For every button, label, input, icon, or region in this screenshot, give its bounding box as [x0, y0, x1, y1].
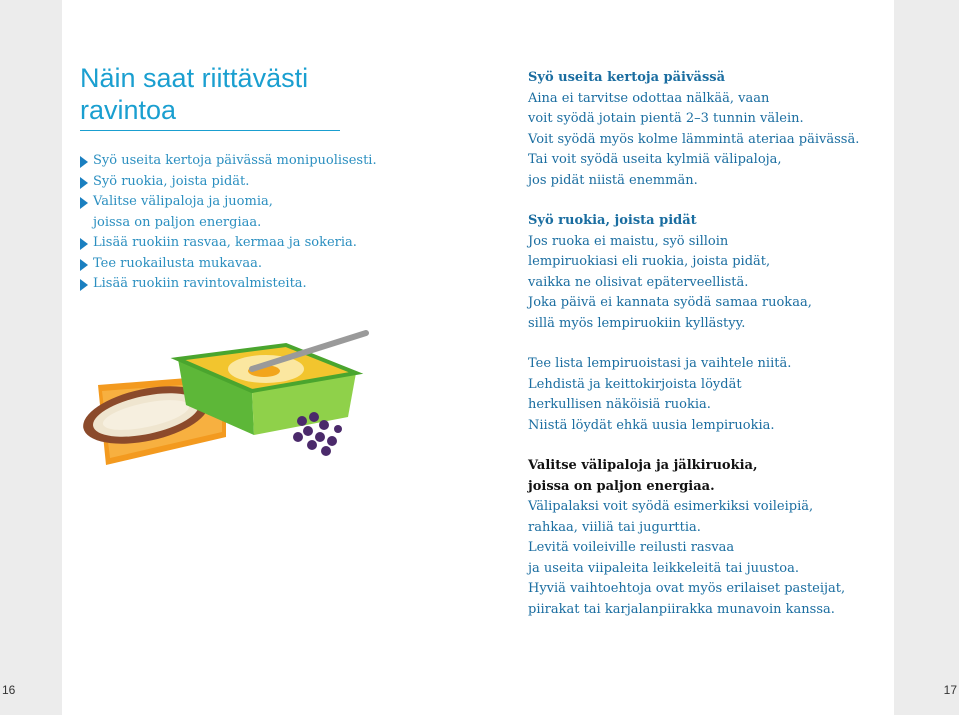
page-number-left: 16 — [2, 683, 16, 697]
text-line: Tai voit syödä useita kylmiä välipaloja, — [528, 152, 782, 167]
title-underline — [80, 130, 340, 131]
section-heading: Syö ruokia, joista pidät — [528, 213, 697, 228]
list-item: Syö ruokia, joista pidät. — [80, 172, 377, 193]
list-item: Lisää ruokiin ravintovalmisteita. — [80, 274, 377, 295]
section-heading: Syö useita kertoja päivässä — [528, 70, 726, 85]
text-line: lempiruokiasi eli ruokia, joista pidät, — [528, 254, 771, 269]
list-item: Valitse välipaloja ja juomia, joissa on paljon energiaa. — [80, 192, 377, 233]
section-favorite-foods — [528, 211, 888, 334]
text-line: rahkaa, viiliä tai jugurttia. — [528, 519, 701, 535]
page-title: Näin saat riittävästi ravintoa — [80, 63, 309, 125]
text-line: Välipalaksi voit syödä esimerkiksi voileipiä, — [528, 499, 814, 514]
page-number-right: 17 — [943, 683, 957, 697]
section-snacks — [528, 456, 888, 620]
text-line: Hyviä vaihtoehtoja ovat myös erilaiset pasteijat, — [528, 581, 846, 596]
triangle-bullet-icon — [80, 259, 88, 271]
text-line: jos pidät niistä enemmän. — [528, 172, 698, 188]
text-line: ja useita viipaleita leikkeleitä tai juustoa. — [528, 560, 799, 576]
list-item: Lisää ruokiin rasvaa, kermaa ja sokeria. — [80, 233, 377, 254]
triangle-bullet-icon — [80, 156, 88, 168]
text-line: sillä myös lempiruokiin kyllästyy. — [528, 315, 746, 331]
list-item: Tee ruokailusta mukavaa. — [80, 254, 377, 275]
text-line: Levitä voileiville reilusti rasvaa — [528, 540, 735, 555]
right-text-column — [528, 68, 888, 640]
text-line: piirakat tai karjalanpiirakka munavoin kanssa. — [528, 601, 835, 617]
section-heading: Valitse välipaloja ja jälkiruokia, joissa on paljon energiaa. — [528, 458, 758, 494]
triangle-bullet-icon — [80, 238, 88, 250]
text-line: voit syödä jotain pientä 2–3 tunnin välein. — [528, 111, 804, 126]
text-line: Aina ei tarvitse odottaa nälkää, vaan — [528, 90, 770, 106]
list-item: Syö useita kertoja päivässä monipuolisesti. — [80, 151, 377, 172]
text-line: Lehdistä ja keittokirjoista löydät — [528, 376, 742, 392]
triangle-bullet-icon — [80, 177, 88, 189]
section-favorite-list — [528, 354, 888, 436]
text-line: Voit syödä myös kolme lämmintä ateriaa päivässä. — [528, 131, 860, 147]
text-line: Niistä löydät ehkä uusia lempiruokia. — [528, 417, 775, 433]
text-line: Jos ruoka ei maistu, syö silloin — [528, 233, 729, 249]
text-line: Joka päivä ei kannata syödä samaa ruokaa, — [528, 295, 812, 310]
text-line: herkullisen näköisiä ruokia. — [528, 397, 711, 412]
food-illustration-icon — [76, 325, 376, 475]
text-line: vaikka ne olisivat epäterveellistä. — [528, 274, 749, 290]
text-line: Tee lista lempiruoistasi ja vaihtele niitä. — [528, 356, 792, 371]
triangle-bullet-icon — [80, 279, 88, 291]
tips-list — [80, 151, 377, 295]
triangle-bullet-icon — [80, 197, 88, 209]
section-eat-often — [528, 68, 888, 191]
